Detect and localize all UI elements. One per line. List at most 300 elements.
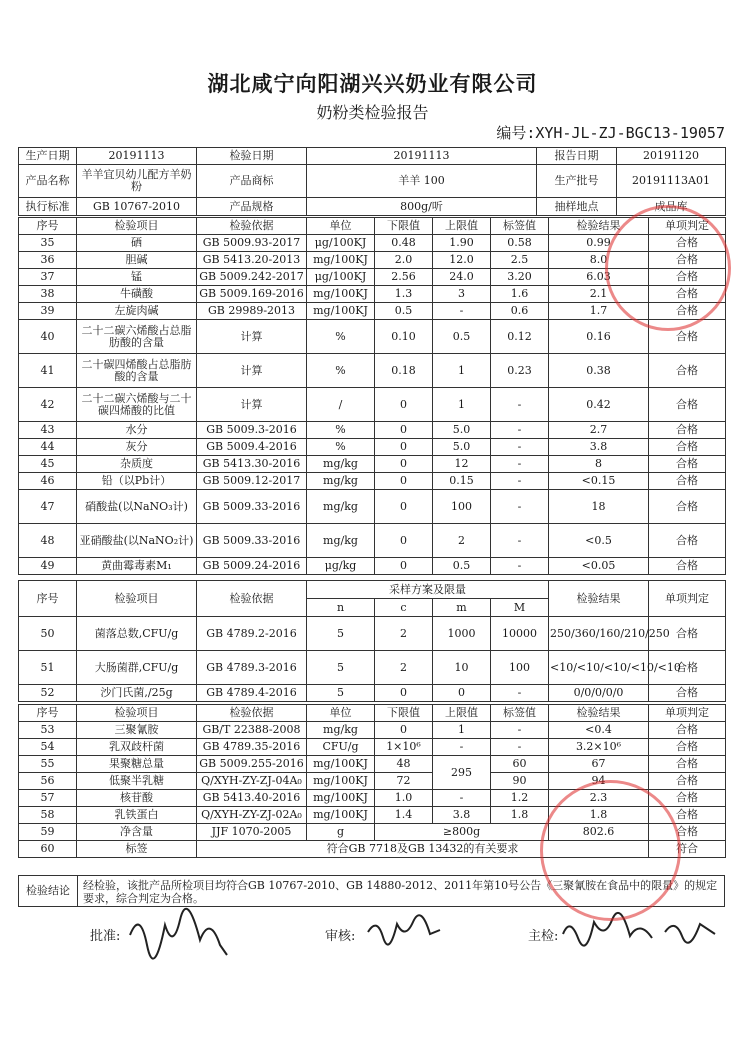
cell: 1.90 [433, 235, 491, 252]
cell: 亚硝酸盐(以NaNO₂计) [77, 524, 197, 558]
cell: 2.3 [549, 790, 649, 807]
cell: mg/100KJ [307, 252, 375, 269]
cell: 60 [19, 841, 77, 858]
table-row [19, 320, 726, 354]
cell: 1.6 [491, 286, 549, 303]
test-date: 20191113 [307, 148, 537, 165]
cell: 水分 [77, 422, 197, 439]
table-row [19, 524, 726, 558]
cell: 55 [19, 756, 77, 773]
product-name-label: 产品名称 [19, 165, 77, 198]
header-lower: 下限值 [375, 705, 433, 722]
brand: 羊羊 100 [307, 165, 537, 198]
cell: μg/kg [307, 558, 375, 575]
cell: mg/100KJ [307, 303, 375, 320]
cell: 合格 [649, 303, 726, 320]
cell: 硒 [77, 235, 197, 252]
cell: 合格 [649, 722, 726, 739]
cell: mg/kg [307, 722, 375, 739]
cell: 计算 [197, 354, 307, 388]
cell: 54 [19, 739, 77, 756]
microbiology-table [18, 580, 726, 702]
cell: 左旋肉碱 [77, 303, 197, 320]
report-number-value: XYH-JL-ZJ-BGC13-19057 [535, 124, 725, 142]
cell: μg/100KJ [307, 269, 375, 286]
cell: 二十二碳六烯酸与二十碳四烯酸的比值 [77, 388, 197, 422]
cell: GB 5009.93-2017 [197, 235, 307, 252]
cell: GB 5413.40-2016 [197, 790, 307, 807]
cell: 250/360/160/210/250 [549, 617, 649, 651]
prod-date: 20191113 [77, 148, 197, 165]
batch-label: 生产批号 [537, 165, 617, 198]
inspection-stamp-bottom [540, 780, 681, 921]
cell: 35 [19, 235, 77, 252]
cell: - [433, 303, 491, 320]
cell: 0.38 [549, 354, 649, 388]
cell: 0 [375, 524, 433, 558]
cell: Q/XYH-ZY-ZJ-02A₀ [197, 807, 307, 824]
table-row [19, 439, 726, 456]
cell-net-content-limit: ≥800g [375, 824, 549, 841]
table-row [19, 739, 726, 756]
cell: 2.1 [549, 286, 649, 303]
cell: 0 [375, 473, 433, 490]
cell: 牛磺酸 [77, 286, 197, 303]
cell: 6.03 [549, 269, 649, 286]
cell: 1.8 [491, 807, 549, 824]
review-label: 审核: [325, 929, 356, 944]
cell: GB 5413.20-2013 [197, 252, 307, 269]
cell: 合格 [649, 422, 726, 439]
cell: 40 [19, 320, 77, 354]
table-row [19, 651, 726, 685]
inspect-label: 主检: [528, 929, 559, 944]
cell: - [491, 685, 549, 702]
micro-header-plan: 采样方案及限量 [307, 581, 549, 599]
cell: 58 [19, 807, 77, 824]
cell: 2 [375, 651, 433, 685]
cell: <0.5 [549, 524, 649, 558]
cell: 1.3 [375, 286, 433, 303]
cell: 10 [433, 651, 491, 685]
column-header: 上限值 [433, 218, 491, 235]
cell: g [307, 824, 375, 841]
cell: 1.4 [375, 807, 433, 824]
cell: 铅（以Pb计） [77, 473, 197, 490]
cell: 0.16 [549, 320, 649, 354]
standard-label: 执行标准 [19, 198, 77, 216]
cell: GB/T 22388-2008 [197, 722, 307, 739]
cell: 三聚氰胺 [77, 722, 197, 739]
cell: 0.6 [491, 303, 549, 320]
inspection-stamp-top [605, 205, 731, 331]
cell: 8.0 [549, 252, 649, 269]
approve-label: 批准: [90, 929, 121, 944]
cell: 二十碳四烯酸占总脂肪酸的含量 [77, 354, 197, 388]
cell: 36 [19, 252, 77, 269]
cell: mg/kg [307, 524, 375, 558]
cell: 18 [549, 490, 649, 524]
cell: 1.8 [549, 807, 649, 824]
cell: GB 5009.24-2016 [197, 558, 307, 575]
cell: 合格 [649, 269, 726, 286]
cell: 大肠菌群,CFU/g [77, 651, 197, 685]
cell: 50 [19, 617, 77, 651]
cell: - [491, 388, 549, 422]
micro-sub-n: n [307, 599, 375, 617]
cell: mg/100KJ [307, 286, 375, 303]
cell: 45 [19, 456, 77, 473]
cell: 乳双歧杆菌 [77, 739, 197, 756]
conclusion-label: 检验结论 [19, 876, 78, 906]
cell: 黄曲霉毒素M₁ [77, 558, 197, 575]
cell: 2.56 [375, 269, 433, 286]
batch: 20191113A01 [617, 165, 726, 198]
cell: 57 [19, 790, 77, 807]
micro-sub-M: M [491, 599, 549, 617]
cell: % [307, 320, 375, 354]
cell: 胆碱 [77, 252, 197, 269]
cell: 47 [19, 490, 77, 524]
cell: JJF 1070-2005 [197, 824, 307, 841]
table-row [19, 422, 726, 439]
cell: 5 [307, 685, 375, 702]
cell: 5 [307, 651, 375, 685]
cell: 合格 [649, 252, 726, 269]
cell: GB 5009.4-2016 [197, 439, 307, 456]
cell: 802.6 [549, 824, 649, 841]
header-no: 序号 [19, 705, 77, 722]
cell: 合格 [649, 286, 726, 303]
cell: 0.42 [549, 388, 649, 422]
cell: 46 [19, 473, 77, 490]
cell: 合格 [649, 739, 726, 756]
cell: 67 [549, 756, 649, 773]
column-header: 检验依据 [197, 218, 307, 235]
cell: 59 [19, 824, 77, 841]
cell: GB 5009.169-2016 [197, 286, 307, 303]
cell: 果聚糖总量 [77, 756, 197, 773]
cell: 符合 [649, 841, 726, 858]
column-header: 检验项目 [77, 218, 197, 235]
cell: 合格 [649, 235, 726, 252]
cell: 合格 [649, 756, 726, 773]
report-date-label: 报告日期 [537, 148, 617, 165]
cell: GB 4789.2-2016 [197, 617, 307, 651]
cell: 44 [19, 439, 77, 456]
cell: <0.15 [549, 473, 649, 490]
micro-header-item: 检验项目 [77, 581, 197, 617]
micro-header-no: 序号 [19, 581, 77, 617]
cell: % [307, 439, 375, 456]
cell: 标签 [77, 841, 197, 858]
table-row [19, 756, 726, 773]
cell: - [491, 490, 549, 524]
cell: 42 [19, 388, 77, 422]
cell: 53 [19, 722, 77, 739]
location: 成品库 [617, 198, 726, 216]
cell: 48 [19, 524, 77, 558]
cell: 38 [19, 286, 77, 303]
standard: GB 10767-2010 [77, 198, 197, 216]
cell: 合格 [649, 354, 726, 388]
cell: 锰 [77, 269, 197, 286]
cell: - [433, 739, 491, 756]
cell: 90 [491, 773, 549, 790]
table-row [19, 354, 726, 388]
cell: - [491, 524, 549, 558]
cell: - [491, 558, 549, 575]
column-header: 序号 [19, 218, 77, 235]
cell: 8 [549, 456, 649, 473]
micro-header-result: 检验结果 [549, 581, 649, 617]
table-row [19, 685, 726, 702]
cell: 24.0 [433, 269, 491, 286]
cell: 51 [19, 651, 77, 685]
cell: 0 [375, 685, 433, 702]
cell: - [491, 722, 549, 739]
cell: GB 4789.3-2016 [197, 651, 307, 685]
cell: 乳铁蛋白 [77, 807, 197, 824]
header-judge: 单项判定 [649, 705, 726, 722]
micro-sub-c: c [375, 599, 433, 617]
header-basis: 检验依据 [197, 705, 307, 722]
cell: 合格 [649, 617, 726, 651]
cell: 净含量 [77, 824, 197, 841]
cell: 1 [433, 722, 491, 739]
cell: 0.99 [549, 235, 649, 252]
cell: 0 [375, 722, 433, 739]
product-name: 羊羊宜贝幼儿配方羊奶粉 [77, 165, 197, 198]
company-name: 湖北咸宁向阳湖兴兴奶业有限公司 [207, 71, 538, 96]
spec: 800g/听 [307, 198, 537, 216]
column-header: 单项判定 [649, 218, 726, 235]
approve-signature [125, 905, 235, 960]
column-header: 下限值 [375, 218, 433, 235]
cell: 5.0 [433, 439, 491, 456]
cell: 合格 [649, 388, 726, 422]
cell: 12 [433, 456, 491, 473]
cell: 0 [375, 558, 433, 575]
cell: <0.05 [549, 558, 649, 575]
cell: mg/kg [307, 473, 375, 490]
header-result: 检验结果 [549, 705, 649, 722]
cell: 0 [375, 388, 433, 422]
cell: 0.18 [375, 354, 433, 388]
cell: 合格 [649, 558, 726, 575]
inspect-signature [560, 912, 720, 947]
cell: 0 [375, 439, 433, 456]
cell: 2.5 [491, 252, 549, 269]
cell: 计算 [197, 388, 307, 422]
table-row [19, 617, 726, 651]
cell: 灰分 [77, 439, 197, 456]
cell: 1.7 [549, 303, 649, 320]
cell: GB 5009.33-2016 [197, 524, 307, 558]
cell: GB 5009.3-2016 [197, 422, 307, 439]
cell: 合格 [649, 685, 726, 702]
cell: 0 [433, 685, 491, 702]
cell: 2 [433, 524, 491, 558]
cell: mg/100KJ [307, 773, 375, 790]
spec-label: 产品规格 [197, 198, 307, 216]
cell: mg/kg [307, 490, 375, 524]
column-header: 标签值 [491, 218, 549, 235]
cell: - [491, 456, 549, 473]
cell: - [433, 790, 491, 807]
prod-date-label: 生产日期 [19, 148, 77, 165]
cell: 0.5 [375, 303, 433, 320]
table-row [19, 490, 726, 524]
cell: 合格 [649, 824, 726, 841]
cell: 合格 [649, 490, 726, 524]
cell: 杂质度 [77, 456, 197, 473]
table-row [19, 558, 726, 575]
cell: 沙门氏菌,/25g [77, 685, 197, 702]
cell: 0/0/0/0/0 [549, 685, 649, 702]
report-date: 20191120 [617, 148, 726, 165]
header-item: 检验项目 [77, 705, 197, 722]
cell: mg/100KJ [307, 807, 375, 824]
cell: 3 [433, 286, 491, 303]
cell: 3.8 [549, 439, 649, 456]
cell: 41 [19, 354, 77, 388]
cell: 1.2 [491, 790, 549, 807]
cell: 3.20 [491, 269, 549, 286]
cell: 2.0 [375, 252, 433, 269]
cell: 1×10⁶ [375, 739, 433, 756]
location-label: 抽样地点 [537, 198, 617, 216]
cell: GB 4789.35-2016 [197, 739, 307, 756]
cell: GB 29989-2013 [197, 303, 307, 320]
header-label-value: 标签值 [491, 705, 549, 722]
cell: 1000 [433, 617, 491, 651]
cell: 56 [19, 773, 77, 790]
cell: 1 [433, 388, 491, 422]
product-info-table [18, 147, 726, 216]
cell: 核苷酸 [77, 790, 197, 807]
cell: 0.15 [433, 473, 491, 490]
cell: 0.48 [375, 235, 433, 252]
cell: 5 [307, 617, 375, 651]
cell: mg/100KJ [307, 790, 375, 807]
cell: 低聚半乳糖 [77, 773, 197, 790]
cell: mg/100KJ [307, 756, 375, 773]
column-header: 单位 [307, 218, 375, 235]
cell: 合格 [649, 473, 726, 490]
table-row [19, 722, 726, 739]
test-date-label: 检验日期 [197, 148, 307, 165]
cell: 100 [491, 651, 549, 685]
cell: - [491, 439, 549, 456]
cell: 0.10 [375, 320, 433, 354]
review-signature [365, 912, 445, 947]
cell: 39 [19, 303, 77, 320]
report-number-label: 编号: [496, 124, 536, 142]
cell: 计算 [197, 320, 307, 354]
cell: 48 [375, 756, 433, 773]
cell: 94 [549, 773, 649, 790]
cell: / [307, 388, 375, 422]
cell: GB 5009.242-2017 [197, 269, 307, 286]
micro-header-judge: 单项判定 [649, 581, 726, 617]
brand-label: 产品商标 [197, 165, 307, 198]
micro-sub-m: m [433, 599, 491, 617]
cell: % [307, 422, 375, 439]
cell: GB 5413.30-2016 [197, 456, 307, 473]
cell: 2 [375, 617, 433, 651]
report-title: 奶粉类检验报告 [316, 103, 429, 122]
table-row [19, 456, 726, 473]
cell: % [307, 354, 375, 388]
header-upper: 上限值 [433, 705, 491, 722]
cell: 0.5 [433, 558, 491, 575]
cell: 0.23 [491, 354, 549, 388]
cell: 1.0 [375, 790, 433, 807]
cell: <0.4 [549, 722, 649, 739]
cell: 硝酸盐(以NaNO₃计) [77, 490, 197, 524]
cell: 合格 [649, 807, 726, 824]
cell: 0.58 [491, 235, 549, 252]
cell: 3.2×10⁶ [549, 739, 649, 756]
cell: GB 5009.12-2017 [197, 473, 307, 490]
table-row [19, 388, 726, 422]
cell: GB 5009.255-2016 [197, 756, 307, 773]
table-row [19, 473, 726, 490]
cell: 合格 [649, 773, 726, 790]
cell: 合格 [649, 790, 726, 807]
report-number [496, 122, 725, 143]
cell: 72 [375, 773, 433, 790]
cell: mg/kg [307, 456, 375, 473]
cell: 0 [375, 456, 433, 473]
cell: - [491, 422, 549, 439]
conclusion-text: 经检验，该批产品所检项目均符合GB 10767-2010、GB 14880-2012、2011年第10号公告《三聚氰胺在食品中的限量》的规定要求，综合判定为合格。 [83, 879, 718, 905]
cell: 52 [19, 685, 77, 702]
cell: GB 5009.33-2016 [197, 490, 307, 524]
cell: - [491, 739, 549, 756]
cell: - [491, 473, 549, 490]
micro-header-basis: 检验依据 [197, 581, 307, 617]
cell: 合格 [649, 456, 726, 473]
cell: 10000 [491, 617, 549, 651]
cell: <10/<10/<10/<10/<10 [549, 651, 649, 685]
column-header: 检验结果 [549, 218, 649, 235]
cell: 0.5 [433, 320, 491, 354]
cell: 43 [19, 422, 77, 439]
cell: 12.0 [433, 252, 491, 269]
cell: 0 [375, 490, 433, 524]
cell: 0.12 [491, 320, 549, 354]
cell: Q/XYH-ZY-ZJ-04A₀ [197, 773, 307, 790]
cell: μg/100KJ [307, 235, 375, 252]
cell: 60 [491, 756, 549, 773]
cell: 合格 [649, 439, 726, 456]
cell: 100 [433, 490, 491, 524]
cell: 3.8 [433, 807, 491, 824]
cell: 1 [433, 354, 491, 388]
cell: 合格 [649, 651, 726, 685]
cell: 合格 [649, 524, 726, 558]
cell: CFU/g [307, 739, 375, 756]
header-unit: 单位 [307, 705, 375, 722]
cell: 2.7 [549, 422, 649, 439]
cell: 二十二碳六烯酸占总脂肪酸的含量 [77, 320, 197, 354]
cell: 49 [19, 558, 77, 575]
cell: 5.0 [433, 422, 491, 439]
cell: GB 4789.4-2016 [197, 685, 307, 702]
cell: 菌落总数,CFU/g [77, 617, 197, 651]
